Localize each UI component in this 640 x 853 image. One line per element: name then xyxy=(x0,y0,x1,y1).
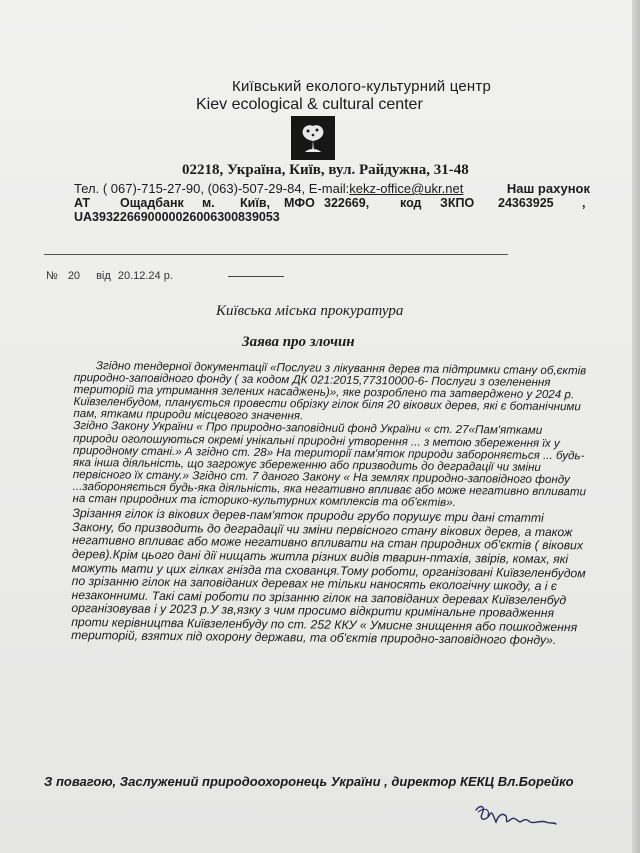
postal-address: 02218, Україна, Київ, вул. Райдужна, 31-48 xyxy=(182,162,469,178)
bank-part: ЗКПО xyxy=(440,196,475,210)
registration-line xyxy=(46,270,284,282)
iban: UA393226690000026006300839053 xyxy=(74,210,280,224)
bank-part: м. xyxy=(202,196,215,210)
header-divider xyxy=(44,254,508,255)
contacts-line xyxy=(74,181,590,196)
recipient: Київська міська прокуратура xyxy=(216,303,404,319)
org-name-en: Kiev ecological & cultural center xyxy=(196,96,423,113)
handwritten-signature xyxy=(470,800,560,834)
bank-part: Ощадбанк xyxy=(120,196,184,210)
paragraph: Зрізання гілок із вікових дерев-пам'яток природи грубо порушує три дані статті Закону, бо призводить до деградації чи зміни первісного стану вікових дерев, а також негативно впливає або може негативно впливати на стан природних об'єктів ( вікових дерев).Крім цього дані дії нищать житла різних видів тварин-птахів, звірів, комах, які можуть мати у цих гілках гнізда та схованця.Тому роботи, організовані Київзеленбудом по зрізанню гілок на заповіданих деревах не тільки наносять екологічну шкоду, а і є незаконними. Такі самі роботи по зрізанню гілок на заповіданих деревах Київзеленбуд організовував і у 2023 р.У зв,язку з чим просимо відкрити кримінальне провадження проти керівництва Київзеленбуду по ст. 252 ККУ « Умисне знищення або пошкодження територій, взятих під охорону держави, та об'єктів природно-заповідного фонду». xyxy=(71,506,586,648)
org-name-ua: Київський еколого-культурний центр xyxy=(232,78,491,95)
paragraph: Згідно тендерної документації «Послуги з лікування дерев та підтримки стану об,єктів природно-заповідного фонду ( за кодом ДК 021:2015,77310000-6- Послуги з озеленення територій та утримання зелених насаджень)», яке розроблено та затверджено у 2024 р. Київзеленбудом, планується провести обрізку гілок біля 20 вікових дерев, які є ботанічними пам, ятками природи місцевого значення. xyxy=(73,359,587,423)
letter-body xyxy=(71,360,588,648)
closing-line: З повагою, Заслужений природоохоронець України , директор КЕКЦ Вл.Борейко xyxy=(44,774,574,789)
email-link[interactable]: kekz-office@ukr.net xyxy=(349,181,464,196)
reg-date: 20.12.24 р. xyxy=(117,270,173,282)
bank-part: , xyxy=(582,196,586,210)
phones: Тел. ( 067)-715-27-90, (063)-507-29-84, E-mail: xyxy=(74,181,350,196)
bank-part: 24363925 xyxy=(498,196,554,210)
bank-part: МФО xyxy=(284,196,315,210)
bank-part: код xyxy=(400,196,422,210)
account-label: Наш рахунок xyxy=(506,181,590,196)
bank-part: АТ xyxy=(74,196,91,210)
document-title: Заява про злочин xyxy=(242,334,355,350)
tree-logo-icon xyxy=(291,116,335,160)
page-edge-shadow xyxy=(632,0,640,853)
bank-part: 322669, xyxy=(324,196,370,210)
bank-part: Київ, xyxy=(240,196,270,210)
paragraph: Згідно Закону України « Про природно-заповідний фонд України « ст. 27«Пам'ятками природи оголошуються окремі унікальні природні утворення ... з метою збереження їх у природному стані.» А згідно ст. 28» На території пам'яток природи забороняється ... будь-яка інша діяльність, що загрожує збереженню або призводить до деградації чи зміни первісного їх стану.» Згідно ст. 7 даного Закону « На землях природно-заповідного фонду ...забороняється будь-яка діяльність, яка негативно впливає або може негативно впливати на стан природних та історико-культурних комплексів та об'єктів». xyxy=(72,419,587,510)
blank-line xyxy=(228,276,284,277)
number-label: № xyxy=(46,270,58,282)
reg-number: 20 xyxy=(67,270,81,282)
date-label: від xyxy=(96,270,111,282)
